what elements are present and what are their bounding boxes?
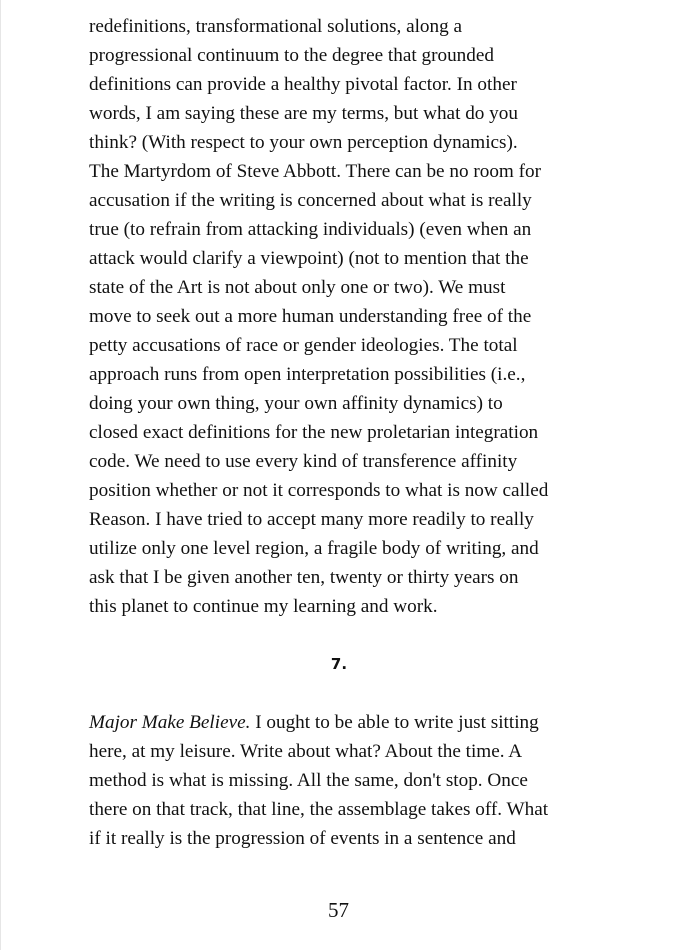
text-line: approach runs from open interpretation possibilities (i.e.,: [89, 364, 526, 385]
text-line: accusation if the writing is concerned about what is really: [89, 190, 532, 211]
text-line: method is what is missing. All the same, don't stop. Once: [89, 770, 528, 791]
text-run: I ought to be able to write just sitting: [250, 712, 539, 733]
page-number: 57: [328, 898, 349, 922]
text-line: true (to refrain from attacking individuals) (even when an: [89, 219, 532, 240]
text-line: code. We need to use every kind of transference affinity: [89, 451, 518, 472]
italic-section-title: Major Make Believe.: [89, 712, 251, 733]
text-line: doing your own thing, your own affinity dynamics) to: [89, 393, 503, 414]
text-line: this planet to continue my learning and work.: [89, 596, 438, 617]
text-line: progressional continuum to the degree that grounded: [89, 45, 494, 66]
text-line: there on that track, that line, the assemblage takes off. What: [89, 799, 549, 820]
text-line: Reason. I have tried to accept many more readily to really: [89, 509, 534, 530]
text-line: think? (With respect to your own perception dynamics).: [89, 132, 518, 153]
section-heading: 7.: [330, 655, 348, 673]
page-body: [89, 12, 599, 853]
text-line: words, I am saying these are my terms, but what do you: [89, 103, 518, 124]
paragraph-continued: [89, 12, 599, 621]
text-line: closed exact definitions for the new proletarian integration: [89, 422, 539, 443]
text-line: move to seek out a more human understanding free of the: [89, 306, 532, 327]
text-line: if it really is the progression of events in a sentence and: [89, 828, 516, 849]
text-line: position whether or not it corresponds to what is now called: [89, 480, 549, 501]
text-line: here, at my leisure. Write about what? About the time. A: [89, 741, 523, 762]
text-line: The Martyrdom of Steve Abbott. There can be no room for: [89, 161, 542, 182]
text-line: ask that I be given another ten, twenty or thirty years on: [89, 567, 519, 588]
text-line: petty accusations of race or gender ideologies. The total: [89, 335, 518, 356]
text-line: utilize only one level region, a fragile body of writing, and: [89, 538, 539, 559]
text-line: redefinitions, transformational solutions, along a: [89, 16, 463, 37]
text-line: definitions can provide a healthy pivotal factor. In other: [89, 74, 517, 95]
paragraph-major-make-believe: [89, 708, 599, 853]
text-line: state of the Art is not about only one or two). We must: [89, 277, 506, 298]
text-line: [89, 708, 599, 737]
text-line: attack would clarify a viewpoint) (not to mention that the: [89, 248, 529, 269]
